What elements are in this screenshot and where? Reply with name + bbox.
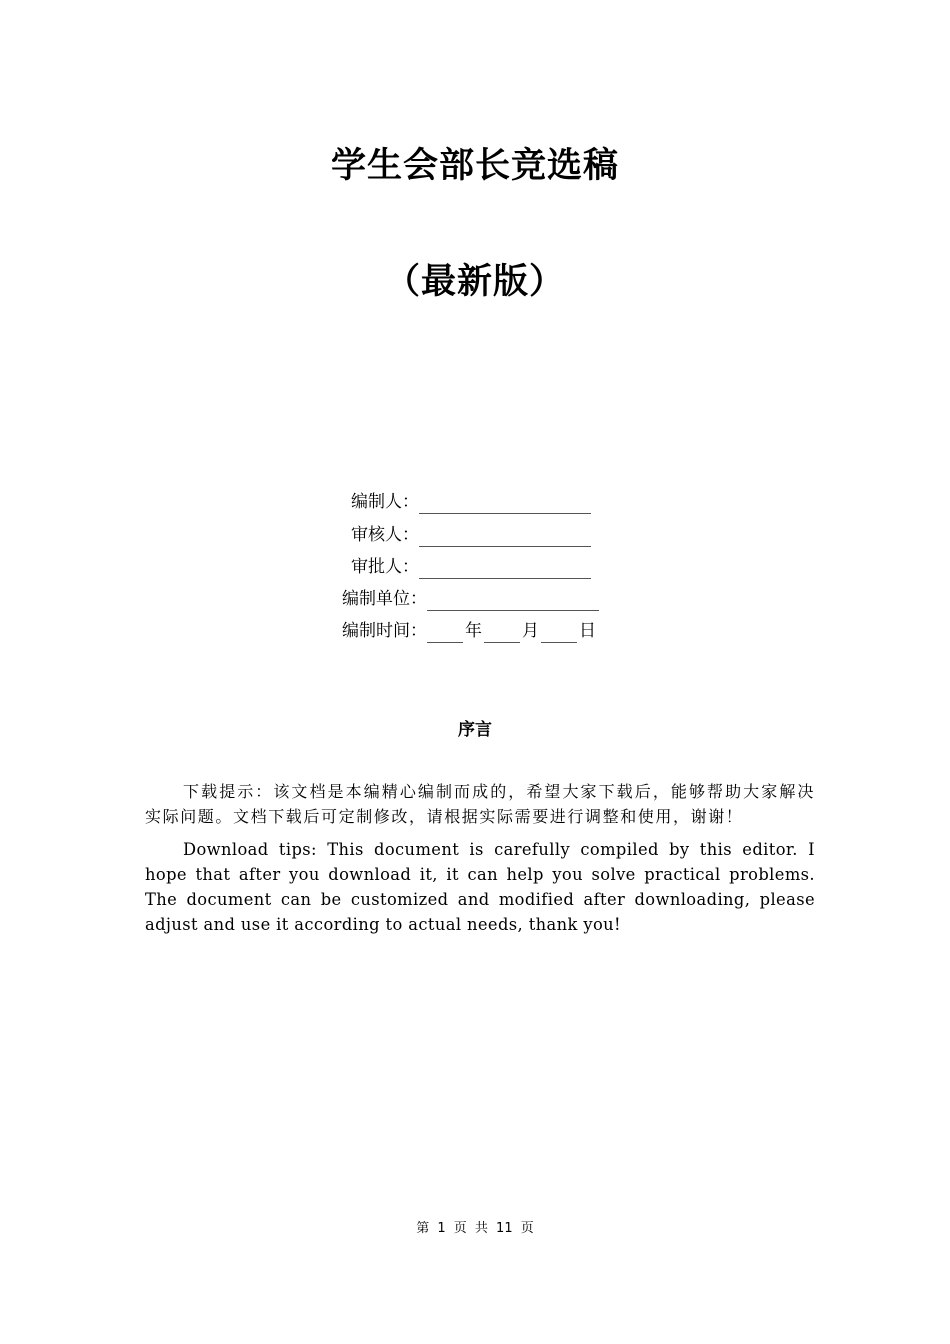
page-number-footer: 第 1 页 共 11 页 — [416, 1221, 534, 1236]
document-edition: （最新版） — [384, 262, 565, 302]
compiler-row — [351, 490, 591, 514]
unit-blank — [427, 591, 599, 611]
year-blank — [427, 623, 463, 643]
reviewer-row — [351, 523, 591, 547]
preface-paragraph-chinese: 下载提示：该文档是本编精心编制而成的，希望大家下载后，能够帮助大家解决实际问题。文档下载后可定制修改，请根据实际需要进行调整和使用，谢谢！ — [145, 782, 815, 826]
compiler-blank — [419, 494, 591, 514]
reviewer-blank — [419, 527, 591, 547]
unit-label: 编制单位： — [342, 589, 427, 609]
day-unit: 日 — [579, 621, 596, 641]
approver-row — [351, 555, 591, 579]
approver-blank — [419, 559, 591, 579]
preface-heading: 序言 — [458, 720, 492, 740]
approver-label: 审批人： — [351, 557, 419, 577]
compiler-label: 编制人： — [351, 492, 419, 512]
preface-paragraph-english: Download tips: This document is carefully compiled by this editor. I hope that after you download it, it can help you solve practical problems. The document can be customized and modified after downloading, please adjust and use it according to actual needs, thank you! — [145, 840, 815, 934]
year-unit: 年 — [465, 621, 482, 641]
month-blank — [484, 623, 520, 643]
unit-row — [342, 587, 599, 611]
time-label: 编制时间： — [342, 621, 427, 641]
time-row — [342, 619, 598, 643]
day-blank — [541, 623, 577, 643]
document-title: 学生会部长竞选稿 — [330, 146, 619, 186]
reviewer-label: 审核人： — [351, 525, 419, 545]
month-unit: 月 — [522, 621, 539, 641]
